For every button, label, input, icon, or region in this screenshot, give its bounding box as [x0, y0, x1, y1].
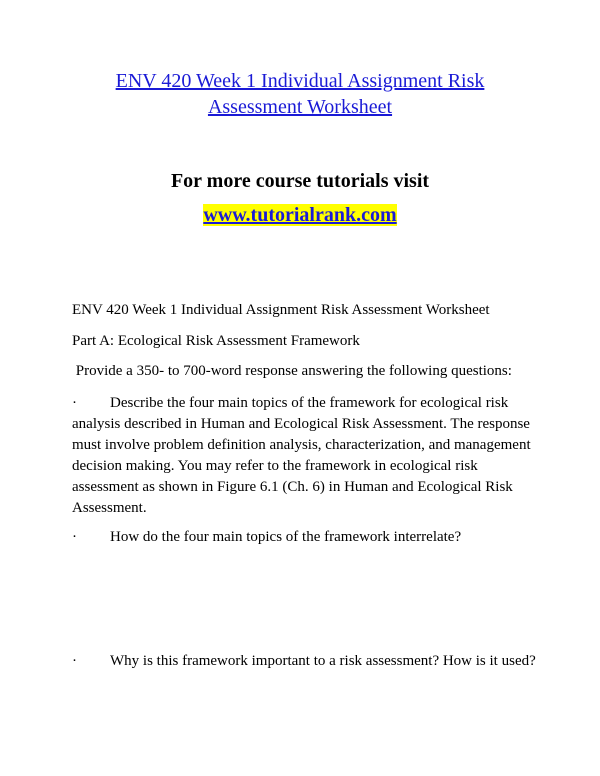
- document-title-link[interactable]: [60, 68, 540, 120]
- bullet-icon: ·: [72, 529, 77, 545]
- tutorial-site-link[interactable]: www.tutorialrank.com: [203, 204, 397, 226]
- question-text: Why is this framework important to a risk assessment? How is it used?: [110, 653, 536, 669]
- instruction-paragraph: Provide a 350- to 700-word response answering the following questions:: [72, 363, 512, 379]
- bullet-icon: ·: [72, 653, 77, 669]
- promo-heading: For more course tutorials visit: [170, 170, 430, 192]
- question-item: [72, 393, 542, 519]
- title-line-2[interactable]: Assessment Worksheet: [207, 96, 393, 118]
- question-text: Describe the four main topics of the framework for ecological risk analysis described in Human and Ecological Risk Assessment. The response must involve problem definition analysis, characterization, and management decision making. You may refer to the framework in ecological risk assessment as shown in Figure 6.1 (Ch. 6) in Human and Ecological Risk Assessment.: [72, 395, 531, 516]
- doc-title-paragraph: ENV 420 Week 1 Individual Assignment Risk Assessment Worksheet: [72, 302, 490, 318]
- question-item: [72, 651, 542, 672]
- promo-link-container: [0, 202, 600, 230]
- question-text: How do the four main topics of the framework interrelate?: [110, 529, 462, 545]
- part-a-heading: Part A: Ecological Risk Assessment Framework: [72, 333, 360, 349]
- question-item: [72, 527, 542, 548]
- bullet-icon: ·: [72, 395, 77, 411]
- title-line-1[interactable]: ENV 420 Week 1 Individual Assignment Risk: [115, 70, 485, 92]
